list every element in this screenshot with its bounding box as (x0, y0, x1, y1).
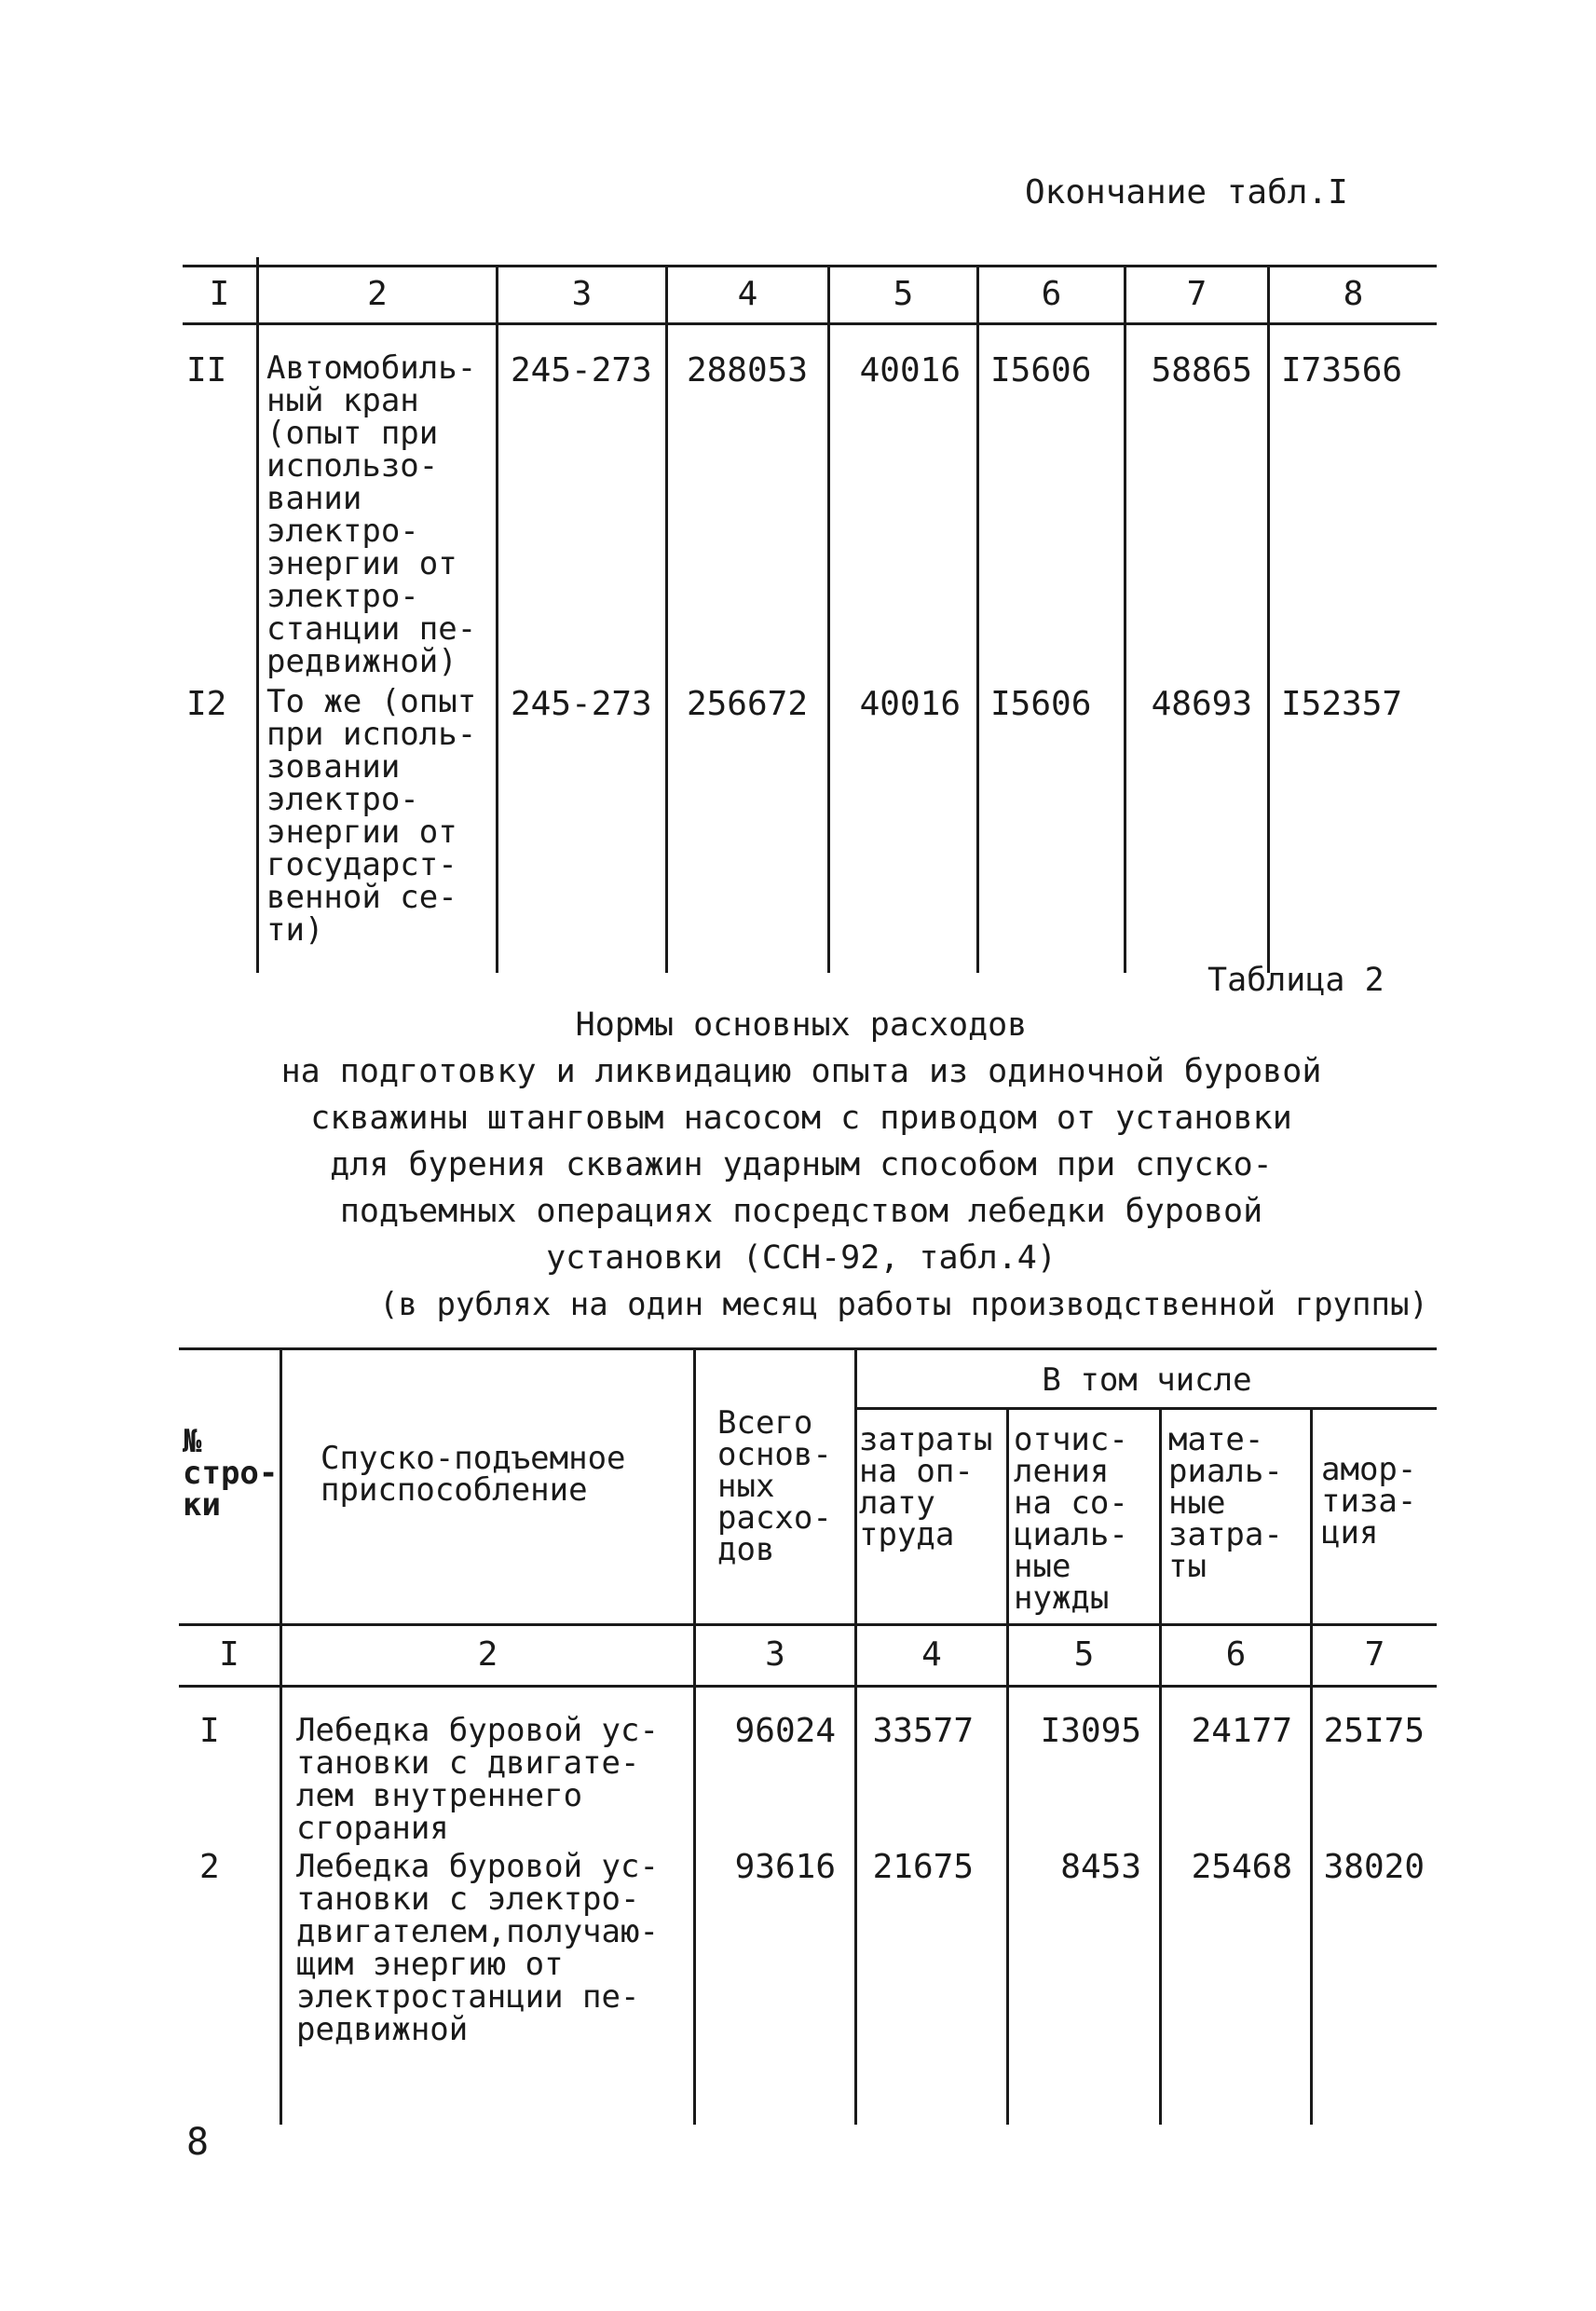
table1-row-name: То же (опыт при исполь- зовании электро- энергии от государст- венной се- ти) (266, 683, 477, 949)
table2-col-number: 2 (477, 1635, 498, 1674)
table2-cell-amort: 38020 (1323, 1848, 1425, 1886)
table2-group-rule (854, 1407, 1437, 1410)
table1-header-rule (183, 322, 1437, 325)
table1-row-number: II (186, 351, 227, 390)
table1-col-divider (1267, 265, 1270, 973)
table2-cell-total: 93616 (734, 1848, 836, 1886)
table1-cell: 288053 (686, 351, 808, 390)
table2-title-line: установки (ССН-92, табл.4) (546, 1239, 1057, 1277)
table2-header-total: Всего основ- ных расхо- дов (717, 1404, 832, 1568)
table2-col-number: 4 (921, 1635, 942, 1674)
table2-header-rule (179, 1623, 1437, 1626)
table2-header-device: Спуско-подъемное приспособление (321, 1440, 626, 1509)
table2-row-number: I (199, 1712, 220, 1750)
table1-col-number: 8 (1343, 275, 1364, 313)
table2-cell-materials: 25468 (1191, 1848, 1292, 1886)
table2-cell-labor: 21675 (872, 1848, 974, 1886)
table2-header-materials: мате- риаль- ные затра- ты (1168, 1421, 1283, 1585)
table2-cell-social: I3095 (1040, 1712, 1141, 1750)
table2-title-line: скважины штанговым насосом с приводом от установки (310, 1100, 1292, 1137)
table2-header-row-no: № стро- ки (183, 1423, 279, 1524)
table2-title-line: для бурения скважин ударным способом при спуско- (330, 1146, 1273, 1183)
table1-cell: 256672 (686, 685, 808, 723)
table2-units-note: (в рублях на один месяц работы производственной группы) (379, 1286, 1428, 1323)
table1-col-number: 2 (367, 275, 388, 313)
table1-col-number: 7 (1186, 275, 1207, 313)
continuation-label: Окончание табл.I (1025, 173, 1348, 212)
table2-colnum-rule (179, 1685, 1437, 1688)
table1-cell: 58865 (1151, 351, 1252, 390)
table1-col-divider (976, 265, 979, 973)
table2-header-amort: амор- тиза- ция (1321, 1451, 1417, 1552)
page-number: 8 (186, 2121, 210, 2164)
table1-cell: 40016 (859, 685, 961, 723)
table1-col-number: 6 (1041, 275, 1062, 313)
table2-header-social: отчис- ления на со- циаль- ные нужды (1014, 1421, 1128, 1617)
table2-title-line: Нормы основных расходов (575, 1006, 1028, 1044)
table1-col-number: 3 (571, 275, 593, 313)
table1-col-number: 4 (737, 275, 758, 313)
table2-col-divider (280, 1347, 282, 2125)
table2-cell-social: 8453 (1060, 1848, 1141, 1886)
table2-col-divider (1006, 1407, 1009, 2125)
table1-col-number: I (209, 275, 230, 313)
table1-cell: I73566 (1281, 351, 1403, 390)
table2-row-number: 2 (199, 1848, 220, 1886)
table1-cell: I5606 (990, 351, 1092, 390)
table1-cell: 40016 (859, 351, 961, 390)
table1-row-number: I2 (186, 685, 227, 723)
table1-col-divider (256, 257, 259, 973)
table1-cell: I52357 (1281, 685, 1403, 723)
table1-col-divider (496, 265, 498, 973)
table2-col-number: 6 (1225, 1635, 1247, 1674)
table1-row-name: Автомобиль- ный кран (опыт при использо- вании электро- энергии от электро- станции пе- редвижной) (266, 349, 477, 680)
table2-col-number: 3 (765, 1635, 785, 1674)
table1-cell: 245-273 (511, 351, 652, 390)
table1-cell: 48693 (1151, 685, 1252, 723)
table2-col-number: 5 (1073, 1635, 1095, 1674)
table2-label: Таблица 2 (1207, 962, 1385, 999)
table2-col-divider (1159, 1407, 1162, 2125)
table2-top-rule (179, 1347, 1437, 1350)
table1-cell: I5606 (990, 685, 1092, 723)
table2-title-line: на подготовку и ликвидацию опыта из одиночной буровой (280, 1053, 1322, 1090)
table1-cell: 245-273 (511, 685, 652, 723)
table2-col-number: 7 (1364, 1635, 1385, 1674)
table2-col-number: I (219, 1635, 239, 1674)
table1-col-number: 5 (893, 275, 914, 313)
table2-row-name: Лебедка буровой ус- тановки с двигате- лем внутреннего сгорания (296, 1712, 659, 1847)
table2-cell-amort: 25I75 (1323, 1712, 1425, 1750)
table2-cell-materials: 24177 (1191, 1712, 1292, 1750)
table2-header-labor: затраты на оп- лату труда (859, 1421, 993, 1553)
table2-title-line: подъемных операциях посредством лебедки буровой (339, 1193, 1263, 1230)
table2-header-group: В том числе (1042, 1361, 1252, 1399)
table2-col-divider (1310, 1407, 1313, 2125)
table2-row-name: Лебедка буровой ус- тановки с электро- двигателем,получаю- щим энергию от электростанции пе- редвижной (296, 1848, 659, 2048)
table1-top-rule (183, 265, 1437, 267)
table2-cell-total: 96024 (734, 1712, 836, 1750)
table2-cell-labor: 33577 (872, 1712, 974, 1750)
